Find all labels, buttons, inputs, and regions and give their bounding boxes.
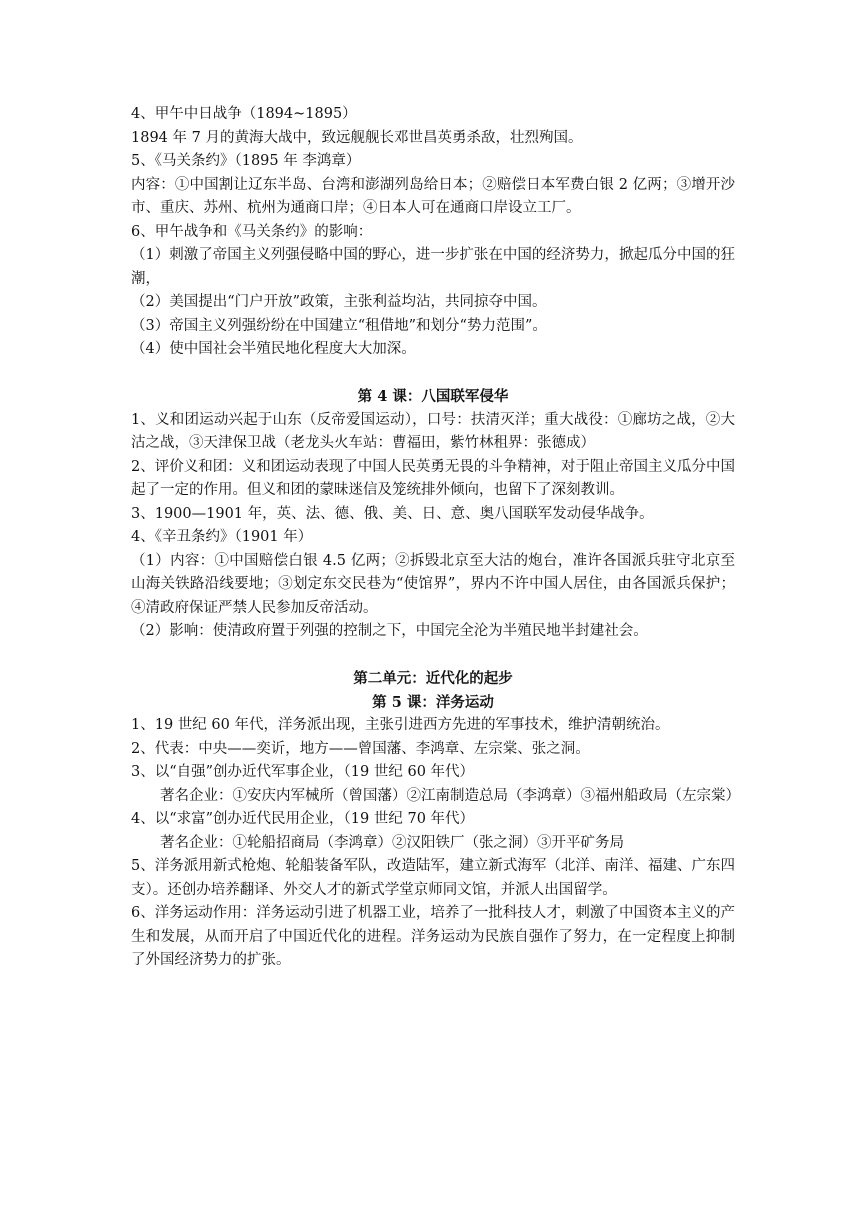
paragraph: 内容：①中国割让辽东半岛、台湾和澎湖列岛给日本；②赔偿日本军费白银 2 亿两；③增开沙市、重庆、苏州、杭州为通商口岸；④日本人可在通商口岸设立工厂。	[131, 176, 735, 216]
paragraph: （3）帝国主义列强纷纷在中国建立“租借地”和划分“势力范围”。	[131, 317, 547, 334]
paragraph: 1、义和团运动兴起于山东（反帝爱国运动），口号：扶清灭洋；重大战役：①廊坊之战，②大沽之战，③天津保卫战（老龙头火车站：曹福田，紫竹林租界：张德成）	[131, 411, 735, 451]
paragraph: 2、代表：中央——奕䜣，地方——曾国藩、李鸿章、左宗棠、张之洞。	[131, 740, 590, 757]
document-page	[131, 103, 740, 973]
paragraph: 3、1900—1901 年，英、法、德、俄、美、日、意、奥八国联军发动侵华战争。	[131, 505, 654, 522]
paragraph: （4）使中国社会半殖民地化程度大大加深。	[131, 341, 416, 357]
paragraph: （2）美国提出“门户开放”政策，主张利益均沾，共同掠夺中国。	[131, 294, 547, 310]
spacer	[131, 362, 735, 386]
paragraph: （1）刺激了帝国主义列强侵略中国的野心，进一步扩张在中国的经济势力，掀起瓜分中国的狂潮，	[131, 247, 735, 287]
paragraph: 1、19 世纪 60 年代，洋务派出现，主张引进西方先进的军事技术，维护清朝统治。	[131, 717, 670, 733]
paragraph: 5、《马关条约》（1895 年 李鸿章）	[131, 153, 361, 169]
lesson-heading: 第 5 课：洋务运动	[372, 693, 494, 711]
lesson-heading: 第 4 课：八国联军侵华	[357, 388, 509, 405]
unit-heading: 第二单元：近代化的起步	[353, 670, 513, 687]
paragraph: 5、洋务派用新式枪炮、轮船装备军队，改造陆军，建立新式海军（北洋、南洋、福建、广东四支）。还创办培养翻译、外交人才的新式学堂京师同文馆，并派人出国留学。	[131, 858, 735, 898]
paragraph: （1）内容：①中国赔偿白银 4.5 亿两；②拆毁北京至大沽的炮台，准许各国派兵驻守北京至山海关铁路沿线要地；③划定东交民巷为“使馆界”，界内不许中国人居住，由各国派兵保护；④清政府保证严禁人民参加反帝活动。	[131, 552, 735, 616]
paragraph: 4、以“求富”创办近代民用企业，（19 世纪 70 年代）	[131, 811, 475, 827]
paragraph: 3、以“自强”创办近代军事企业，（19 世纪 60 年代）	[131, 764, 475, 780]
paragraph: 4、甲午中日战争（1894~1895）	[131, 106, 357, 122]
paragraph: 6、甲午战争和《马关条约》的影响：	[131, 223, 373, 240]
spacer	[131, 644, 735, 668]
paragraph: 著名企业：①轮船招商局（李鸿章）②汉阳铁厂（张之洞）③开平矿务局	[160, 834, 624, 851]
paragraph: 4、《辛丑条约》（1901 年）	[131, 529, 313, 545]
paragraph: 1894 年 7 月的黄海大战中，致远舰舰长邓世昌英勇杀敌，壮烈殉国。	[131, 129, 583, 146]
paragraph: 2、评价义和团：义和团运动表现了中国人民英勇无畏的斗争精神，对于阻止帝国主义瓜分中国起了一定的作用。但义和团的蒙昧迷信及笼统排外倾向，也留下了深刻教训。	[131, 458, 735, 498]
paragraph: （2）影响：使清政府置于列强的控制之下，中国完全沦为半殖民地半封建社会。	[131, 623, 648, 639]
paragraph: 著名企业：①安庆内军械所（曾国藩）②江南制造总局（李鸿章）③福州船政局（左宗棠）	[160, 787, 740, 804]
paragraph: 6、洋务运动作用：洋务运动引进了机器工业，培养了一批科技人才，刺激了中国资本主义的产生和发展，从而开启了中国近代化的进程。洋务运动为民族自强作了努力，在一定程度上抑制了外国经济势力的扩张。	[131, 905, 735, 968]
